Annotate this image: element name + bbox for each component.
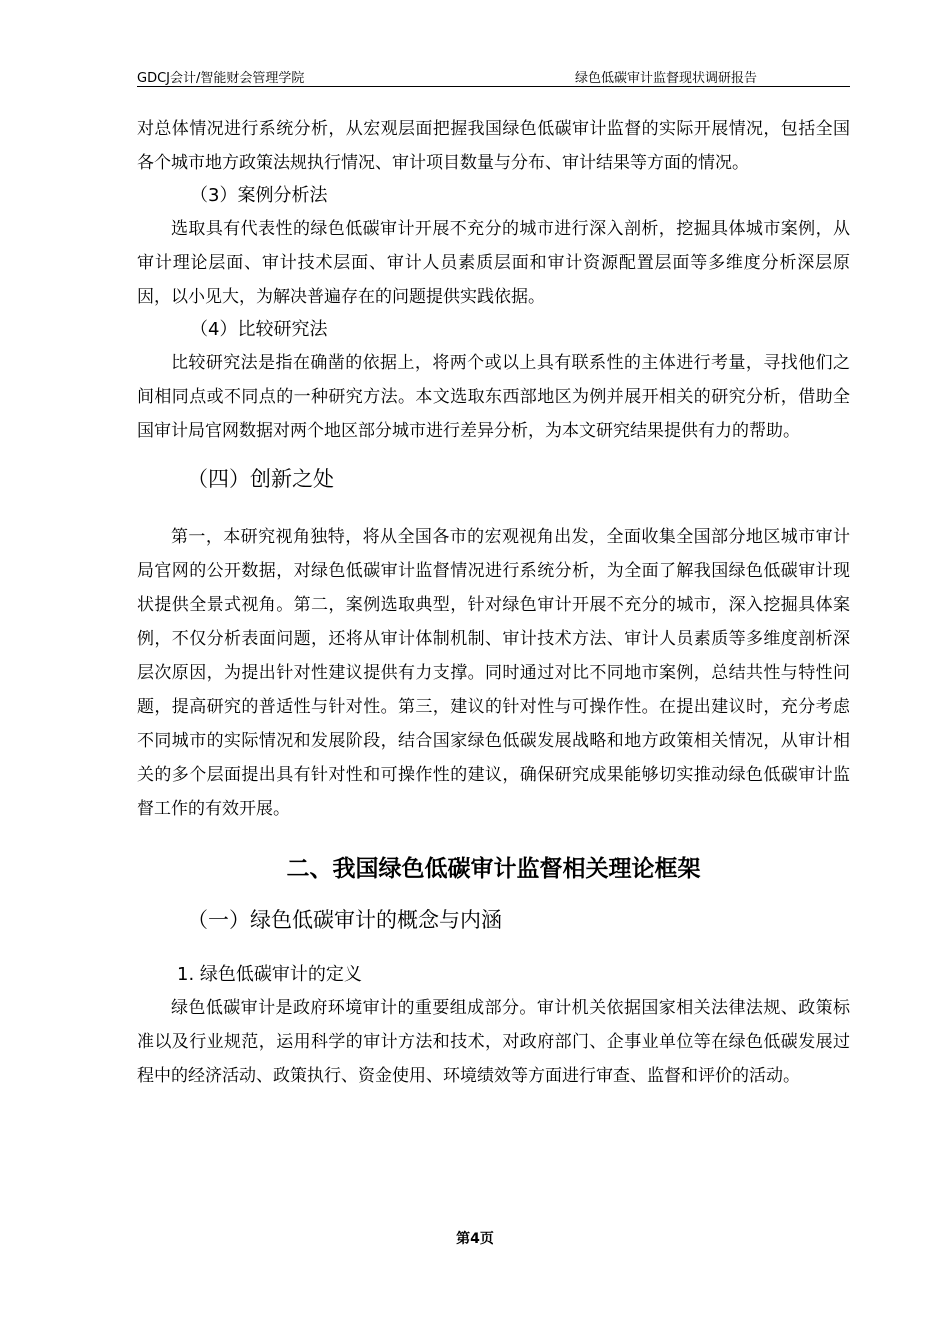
heading-case-analysis: （3）案例分析法 bbox=[190, 185, 328, 206]
header-institution: GDCJ会计/智能财会管理学院 bbox=[137, 71, 305, 86]
paragraph-definition: 绿色低碳审计是政府环境审计的重要组成部分。审计机关依据国家相关法律法规、政策标准以及行业规范，运用科学的审计方法和技术，对政府部门、企事业单位等在绿色低碳发展过程中的经济活动、政策执行、资金使用、环境绩效等方面进行审查、监督和评价的活动。 bbox=[137, 998, 850, 1086]
page-body bbox=[137, 112, 850, 1093]
page-header bbox=[137, 64, 850, 87]
paragraph-overview: 对总体情况进行系统分析，从宏观层面把握我国绿色低碳审计监督的实际开展情况，包括全国各个城市地方政策法规执行情况、审计项目数量与分布、审计结果等方面的情况。 bbox=[137, 119, 850, 173]
heading-comparative-research: （4）比较研究法 bbox=[190, 319, 328, 340]
header-report-title: 绿色低碳审计监督现状调研报告 bbox=[575, 71, 758, 86]
paragraph-case-analysis: 选取具有代表性的绿色低碳审计开展不充分的城市进行深入剖析，挖掘具体城市案例，从审计理论层面、审计技术层面、审计人员素质层面和审计资源配置层面等多维度分析深层原因，以小见大，为解决普遍存在的问题提供实践依据。 bbox=[137, 219, 850, 307]
heading-concept: （一）绿色低碳审计的概念与内涵 bbox=[187, 908, 502, 932]
chapter-title: 二、我国绿色低碳审计监督相关理论框架 bbox=[286, 856, 701, 882]
page-number: 第4页 bbox=[456, 1231, 494, 1247]
paragraph-comparative-research: 比较研究法是指在确凿的依据上，将两个或以上具有联系性的主体进行考量，寻找他们之间相同点或不同点的一种研究方法。本文选取东西部地区为例并展开相关的研究分析，借助全国审计局官网数据对两个地区部分城市进行差异分析，为本文研究结果提供有力的帮助。 bbox=[137, 353, 850, 441]
heading-definition: 1. 绿色低碳审计的定义 bbox=[177, 964, 362, 985]
heading-innovation: （四）创新之处 bbox=[187, 467, 334, 491]
paragraph-innovation: 第一，本研究视角独特，将从全国各市的宏观视角出发，全面收集全国部分地区城市审计局官网的公开数据，对绿色低碳审计监督情况进行系统分析，为全面了解我国绿色低碳审计现状提供全景式视角。第二，案例选取典型，针对绿色审计开展不充分的城市，深入挖掘具体案例，不仅分析表面问题，还将从审计体制机制、审计技术方法、审计人员素质等多维度剖析深层次原因，为提出针对性建议提供有力支撑。同时通过对比不同地市案例，总结共性与特性问题，提高研究的普适性与针对性。第三，建议的针对性与可操作性。在提出建议时，充分考虑不同城市的实际情况和发展阶段，结合国家绿色低碳发展战略和地方政策相关情况，从审计相关的多个层面提出具有针对性和可操作性的建议，确保研究成果能够切实推动绿色低碳审计监督工作的有效开展。 bbox=[137, 527, 850, 819]
